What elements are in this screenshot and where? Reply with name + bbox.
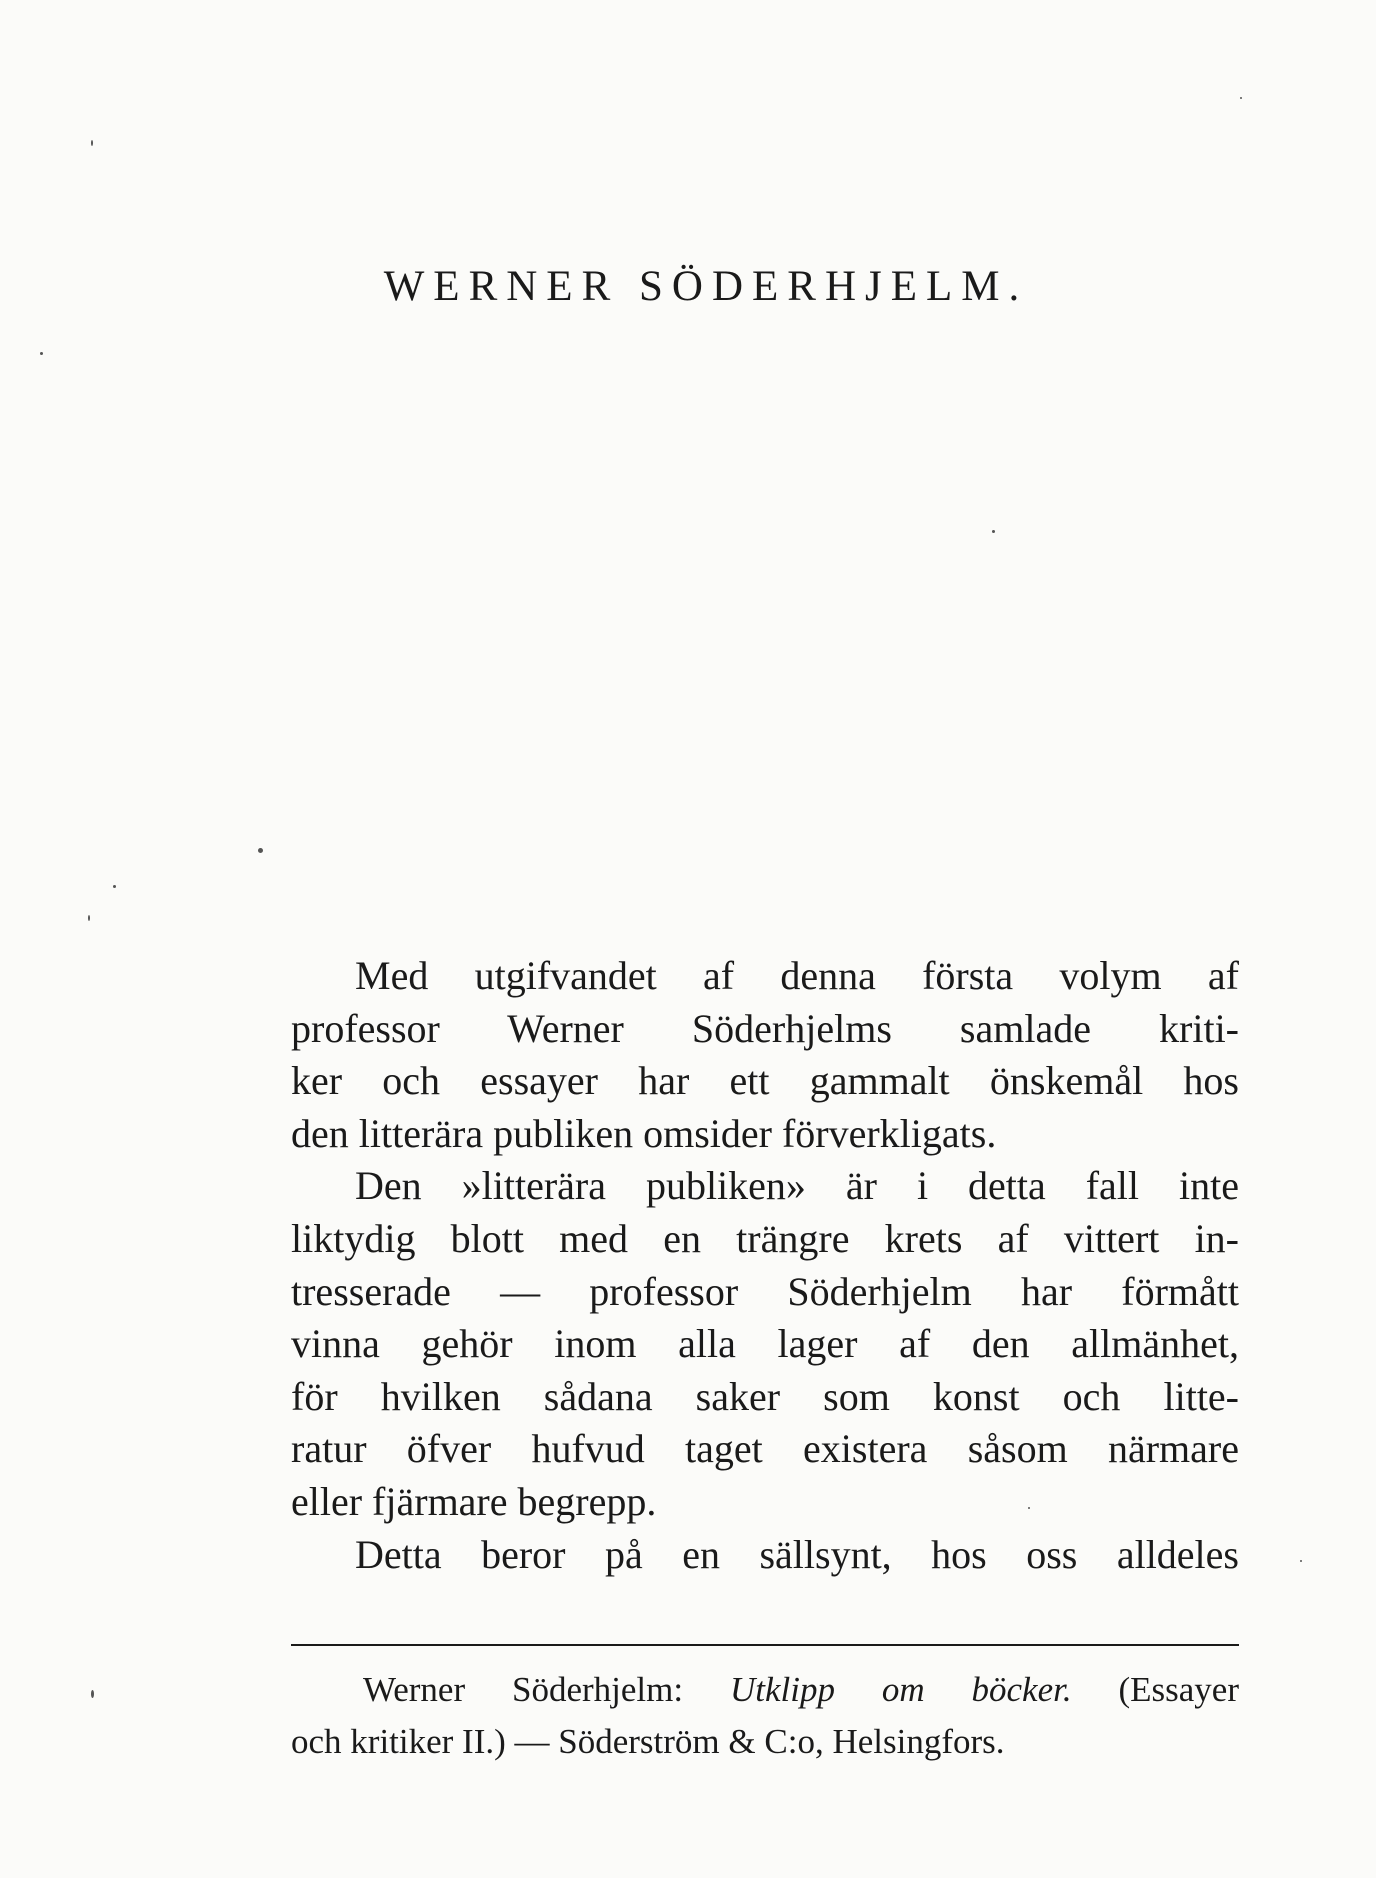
text-line: för hvilken sådana saker som konst och litte- [291,1373,1239,1419]
text-line: Den »litterära publiken» är i detta fall inte [355,1163,1239,1209]
paragraph [291,1529,1239,1582]
text-line: Med utgifvandet af denna första volym af [355,953,1239,998]
text-line: tresserade — professor Söderhjelm har förmått [291,1268,1239,1314]
paragraph [291,950,1239,1160]
scan-speck [1240,97,1242,99]
page-title: WERNER SÖDERHJELM. [383,263,1029,310]
scan-speck [258,848,263,853]
text-line: Detta beror på en sällsynt, hos oss alldeles [355,1531,1239,1577]
footnote-book-title: Utklipp om böcker. [729,1670,1072,1709]
footnote-author: Werner Söderhjelm: [363,1670,730,1709]
scan-speck [91,1690,94,1698]
footnote-divider [291,1644,1239,1646]
footnote-line: och kritiker II.) — Söderström & C:o, Helsingfors. [291,1722,1005,1761]
scan-speck [113,885,116,888]
text-line: professor Werner Söderhjelms samlade kriti- [291,1005,1239,1051]
text-line: ratur öfver hufvud taget existera såsom närmare [291,1426,1239,1472]
footnote-series: (Essayer [1071,1670,1239,1709]
footnote [291,1664,1239,1768]
scan-speck [91,140,93,146]
scan-speck [992,530,995,533]
text-line: den litterära publiken omsider förverkligats. [291,1110,997,1156]
paragraph [291,1160,1239,1528]
text-line: eller fjärmare begrepp. [291,1478,657,1524]
text-line: vinna gehör inom alla lager af den allmänhet, [291,1321,1239,1367]
footnote-line [291,1664,1239,1716]
body-text [291,950,1239,1581]
scan-speck [1300,1560,1302,1562]
scan-speck [40,352,43,355]
scan-speck [88,915,90,921]
text-line: liktydig blott med en trängre krets af vittert in- [291,1215,1239,1261]
text-line: ker och essayer har ett gammalt önskemål hos [291,1058,1239,1104]
